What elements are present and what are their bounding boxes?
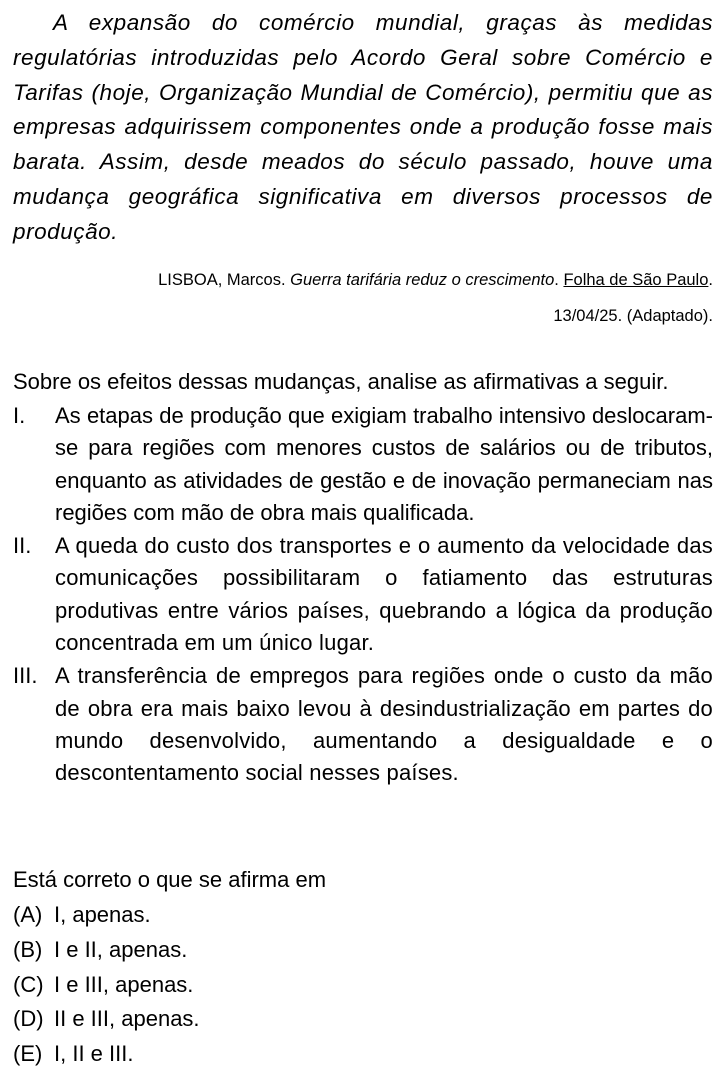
citation-tail: . xyxy=(708,271,713,289)
statement-text: As etapas de produção que exigiam trabalho intensivo deslocaram-se para regiões com menores custos de salários ou de tributos, enquanto as atividades de gestão e de inovação permaneciam nas regiões com mão de obra mais qualificada. xyxy=(55,403,713,525)
option-a[interactable] xyxy=(13,898,713,933)
option-letter: (D) xyxy=(13,1006,44,1032)
statement-item xyxy=(13,530,713,659)
citation xyxy=(13,262,713,334)
statement-text: A transferência de empregos para regiões onde o custo da mão de obra era mais baixo levou à desindustrialização em partes do mundo desenvolvido, aumentando a desigualdade e o descontentamento social nesses países. xyxy=(55,663,713,786)
question-prompt: Está correto o que se afirma em xyxy=(13,867,327,892)
option-e[interactable] xyxy=(13,1037,713,1072)
option-c[interactable] xyxy=(13,968,713,1003)
statement-number: III. xyxy=(13,663,38,689)
answer-options xyxy=(13,898,713,1072)
statement-number: II. xyxy=(13,533,32,559)
citation-work: Guerra tarifária reduz o crescimento xyxy=(290,271,555,289)
statement-list xyxy=(13,400,713,791)
citation-date: 13/04/25. (Adaptado). xyxy=(553,307,713,325)
citation-separator: . xyxy=(554,271,564,289)
statement-number: I. xyxy=(13,403,26,428)
option-letter: (C) xyxy=(13,971,44,997)
option-letter: (A) xyxy=(13,902,43,927)
option-b[interactable] xyxy=(13,933,713,968)
citation-newspaper: Folha de São Paulo xyxy=(563,271,709,289)
option-text: I, apenas. xyxy=(54,902,151,927)
statement-text: A queda do custo dos transportes e o aumento da velocidade das comunicações possibilitaram o fatiamento das estruturas produtivas entre vários países, quebrando a lógica da produção concentrada em um único lugar. xyxy=(55,533,713,656)
question-stem: Sobre os efeitos dessas mudanças, analise as afirmativas a seguir. xyxy=(13,369,669,394)
option-letter: (E) xyxy=(13,1041,43,1067)
citation-line-1 xyxy=(13,262,713,298)
option-text: I, II e III. xyxy=(54,1041,134,1067)
option-d[interactable] xyxy=(13,1002,713,1037)
citation-author: LISBOA, Marcos. xyxy=(158,271,286,289)
option-letter: (B) xyxy=(13,936,43,962)
option-text: I e III, apenas. xyxy=(54,971,194,997)
statement-item xyxy=(13,400,713,529)
passage-text: A expansão do comércio mundial, graças às medidas regulatórias introduzidas pelo Acordo Geral sobre Comércio e Tarifas (hoje, Organização Mundial de Comércio), permitiu que as empresas adquirissem componentes onde a produção fosse mais barata. Assim, desde meados do século passado, houve uma mudança geográfica significativa em diversos processos de produção. xyxy=(13,10,713,244)
option-text: I e II, apenas. xyxy=(54,936,188,962)
option-text: II e III, apenas. xyxy=(54,1006,200,1032)
statement-item xyxy=(13,660,713,789)
